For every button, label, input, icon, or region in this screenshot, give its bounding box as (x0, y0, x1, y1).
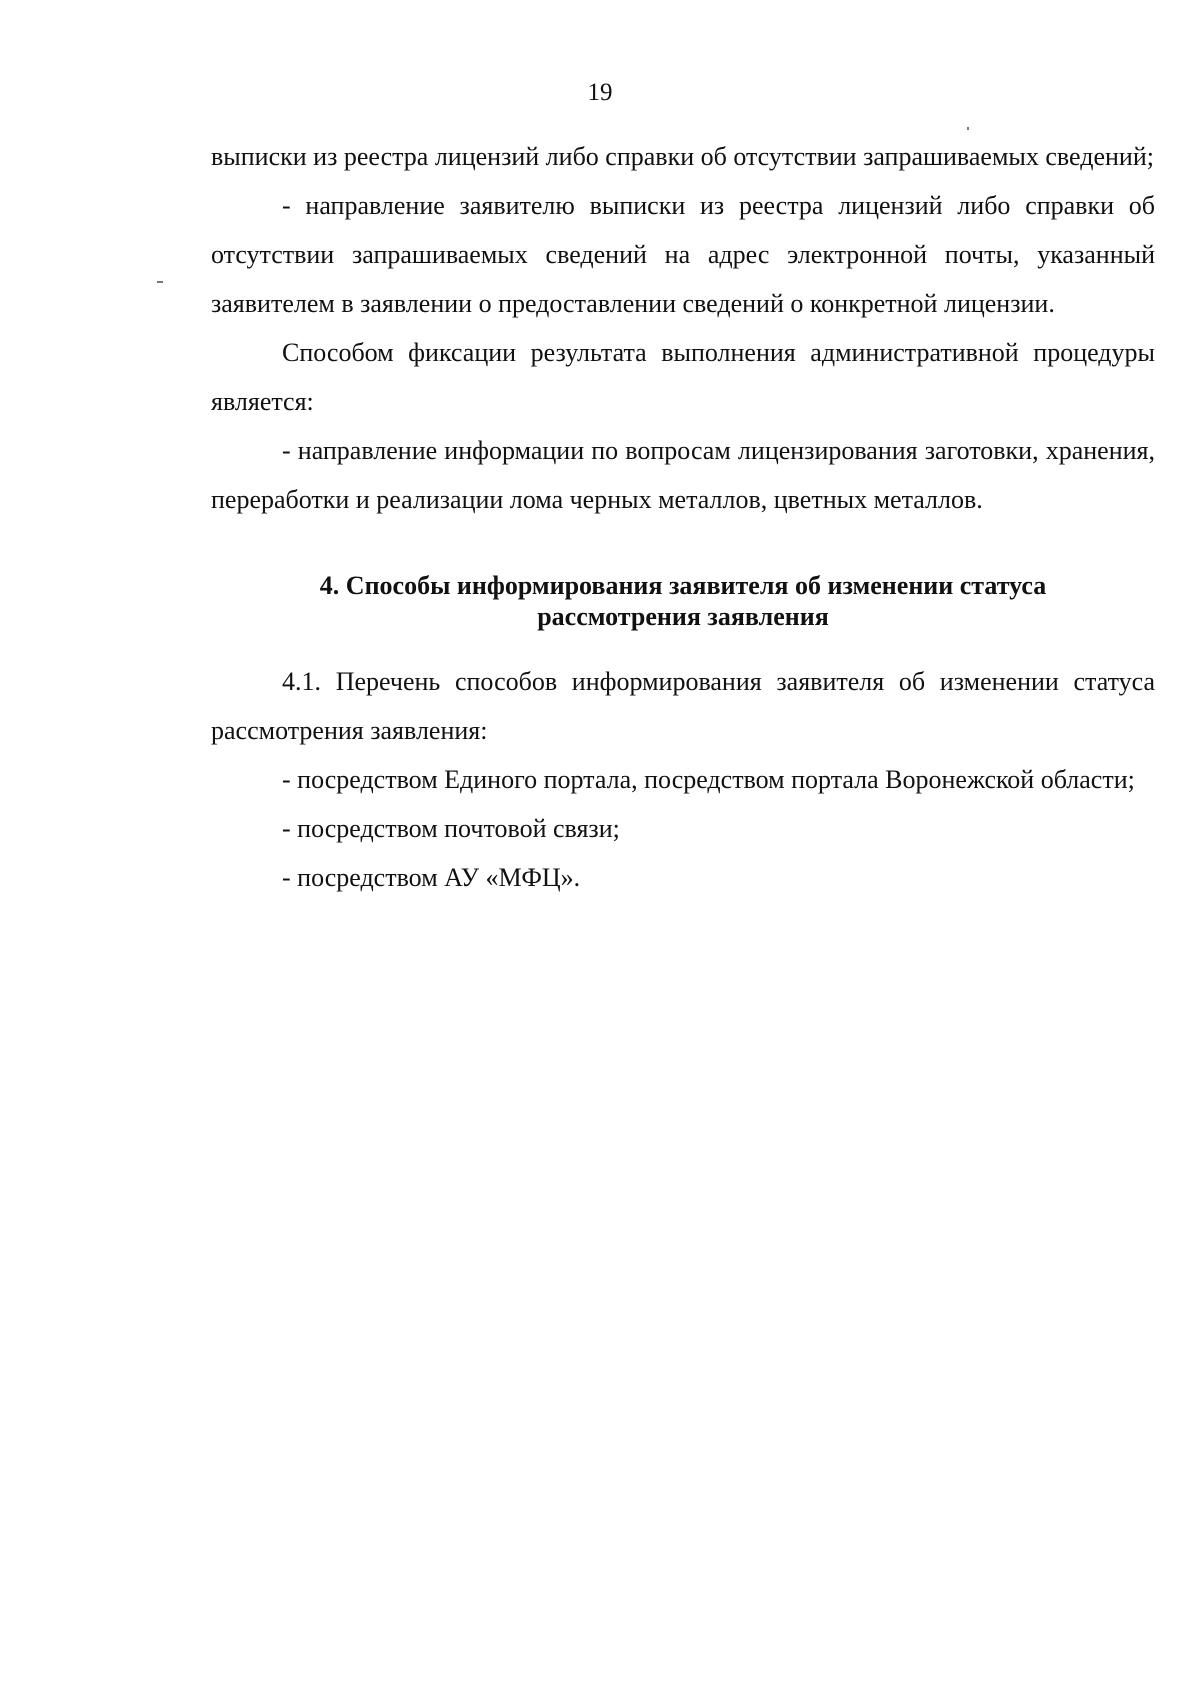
paragraph-methods-list: 4.1. Перечень способов информирования заявителя об изменении статуса рассмотрения заявления: (211, 667, 1155, 745)
scan-artifact-dot (967, 127, 969, 130)
list-item-postal: - посредством почтовой связи; (282, 814, 620, 843)
paragraph-continuation: выписки из реестра лицензий либо справки об отсутствии запрашиваемых сведений; (211, 142, 1154, 171)
page-number: 19 (587, 79, 613, 106)
paragraph-email-delivery: - направление заявителю выписки из реестра лицензий либо справки об отсутствии запрашиваемых сведений на адрес электронной почты, указанный заявителем в заявлении о предоставлении сведений о конкретной лицензии. (211, 191, 1155, 318)
list-item-portal: - посредством Единого портала, посредством портала Воронежской области; (282, 765, 1135, 794)
document-body (211, 132, 1155, 902)
section-heading: 4. Способы информирования заявителя об изменении статуса рассмотрения заявления (319, 571, 1047, 631)
paragraph-result-fixation: Способом фиксации результата выполнения административной процедуры является: (211, 338, 1155, 416)
paragraph-information-direction: - направление информации по вопросам лицензирования заготовки, хранения, переработки и реализации лома черных металлов, цветных металлов. (211, 436, 1155, 514)
list-item-mfc: - посредством АУ «МФЦ». (282, 863, 581, 892)
margin-mark (157, 281, 163, 283)
